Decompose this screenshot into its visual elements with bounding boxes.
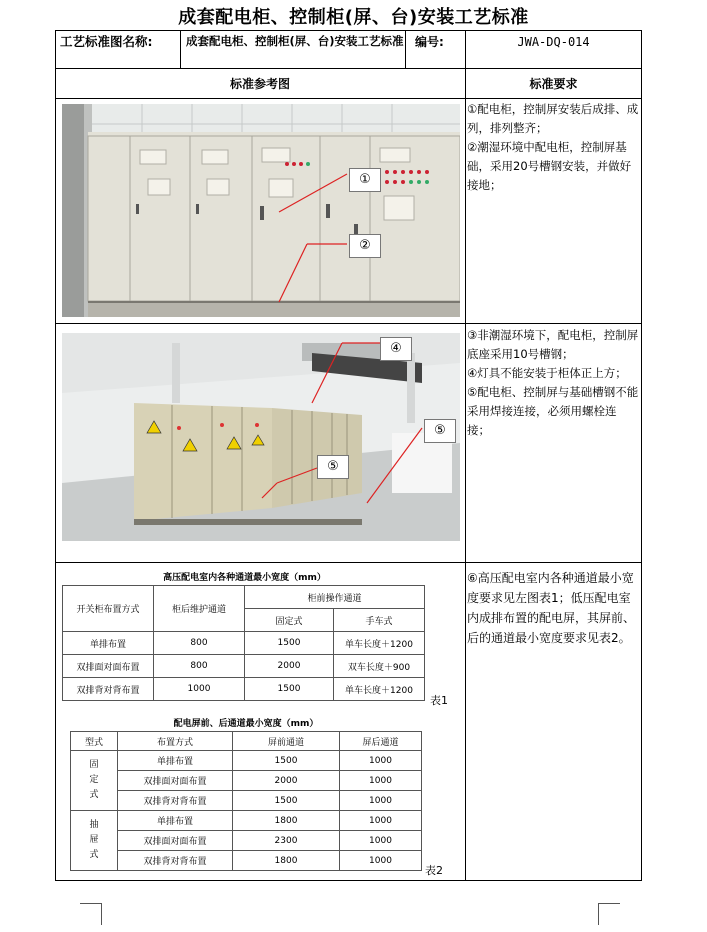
table1-corridor-width: [62, 585, 425, 701]
table-cell: 双排背对背布置: [63, 678, 154, 701]
table-cell: 双排背对背布置: [118, 791, 233, 811]
callout-2: ②: [349, 234, 381, 258]
divider: [405, 30, 406, 68]
callout-5b: ⑤: [317, 455, 349, 479]
divider: [55, 68, 642, 69]
reference-photo-switch-room: [62, 333, 460, 541]
table2-header-layout: 布置方式: [118, 732, 233, 751]
table1-header-rear: 柜后维护通道: [154, 586, 245, 632]
table-cell: 2000: [245, 655, 334, 678]
table-cell: 1000: [340, 771, 422, 791]
requirement-5: ⑤配电柜、控制屏与基础槽钢不能采用焊接连接，必须用螺栓连接；: [467, 385, 639, 437]
requirement-3: ③非潮湿环境下，配电柜，控制屏底座采用10号槽钢；: [467, 328, 639, 361]
crop-mark: [598, 903, 599, 925]
table-cell: 1800: [233, 851, 340, 871]
reference-photo-cabinet-row: [62, 104, 460, 317]
table-cell: 单车长度＋1200: [334, 678, 425, 701]
table2-header-type: 型式: [71, 732, 118, 751]
crop-mark: [80, 903, 102, 904]
page-title: 成套配电柜、控制柜(屏、台)安装工艺标准: [178, 7, 529, 28]
requirements-group-2: [467, 326, 639, 440]
table-cell: 1000: [340, 831, 422, 851]
table2-type-drawer: 抽 屉 式: [71, 811, 118, 871]
table1-header-fixed: 固定式: [245, 609, 334, 632]
table2-header-front: 屏前通道: [233, 732, 340, 751]
callout-1: ①: [349, 168, 381, 192]
code-value: JWA-DQ-014: [517, 35, 590, 49]
code-label: 编号:: [415, 35, 444, 49]
table-cell: 双排背对背布置: [118, 851, 233, 871]
table-cell: 1500: [245, 632, 334, 655]
drawing-name-value: 成套配电柜、控制柜(屏、台)安装工艺标准: [186, 34, 404, 48]
requirement-6: ⑥高压配电室内各种通道最小宽度要求见左图表1；低压配电室内成排布置的配电屏，其屏前、后的通道最小宽度要求见表2。: [467, 571, 636, 645]
table2-caption: 配电屏前、后通道最小宽度（mm）: [173, 719, 319, 729]
table-cell: 单排布置: [63, 632, 154, 655]
table-cell: 800: [154, 632, 245, 655]
table2-header-rear: 屏后通道: [340, 732, 422, 751]
divider: [180, 30, 181, 68]
table-cell: 单排布置: [118, 811, 233, 831]
table-cell: 单排布置: [118, 751, 233, 771]
crop-mark: [598, 903, 620, 904]
table2-panel-corridor-width: [70, 731, 422, 871]
table-cell: 双车长度＋900: [334, 655, 425, 678]
table-cell: 双排面对面布置: [118, 831, 233, 851]
table-cell: 双排面对面布置: [118, 771, 233, 791]
divider: [55, 98, 642, 99]
table-cell: 双排面对面布置: [63, 655, 154, 678]
table1-caption: 高压配电室内各种通道最小宽度（mm）: [163, 573, 326, 583]
callout-5a: ⑤: [424, 419, 456, 443]
table-cell: 1000: [340, 791, 422, 811]
table-cell: 1500: [233, 791, 340, 811]
crop-mark: [101, 903, 102, 925]
table-cell: 2000: [233, 771, 340, 791]
table-cell: 1000: [340, 811, 422, 831]
table2-type-fixed: 固 定 式: [71, 751, 118, 811]
drawing-name-label: 工艺标准图名称:: [60, 34, 153, 49]
table-cell: 1800: [233, 811, 340, 831]
requirements-group-1: [467, 100, 639, 195]
requirement-1: ①配电柜，控制屏安装后成排、成列，排列整齐；: [467, 102, 639, 135]
requirement-2: ②潮湿环境中配电柜，控制屏基础，采用20号槽钢安装，并做好接地；: [467, 140, 632, 192]
table-cell: 1000: [340, 751, 422, 771]
table1-header-cart: 手车式: [334, 609, 425, 632]
table-cell: 1500: [233, 751, 340, 771]
table-cell: 1000: [154, 678, 245, 701]
table-cell: 2300: [233, 831, 340, 851]
table2-label: 表2: [425, 864, 443, 877]
right-column-title: 标准要求: [529, 77, 578, 91]
table-cell: 1000: [340, 851, 422, 871]
table-cell: 800: [154, 655, 245, 678]
table-cell: 单车长度＋1200: [334, 632, 425, 655]
divider: [465, 30, 466, 881]
table1-header-layout: 开关柜布置方式: [63, 586, 154, 632]
table1-label: 表1: [430, 694, 448, 707]
table1-header-front: 柜前操作通道: [245, 586, 425, 609]
divider: [55, 323, 642, 324]
callout-4: ④: [380, 337, 412, 361]
requirements-group-3: [467, 568, 639, 648]
requirement-4: ④灯具不能安装于柜体正上方；: [467, 366, 627, 380]
left-column-title: 标准参考图: [229, 77, 290, 91]
table-cell: 1500: [245, 678, 334, 701]
divider: [55, 562, 642, 563]
